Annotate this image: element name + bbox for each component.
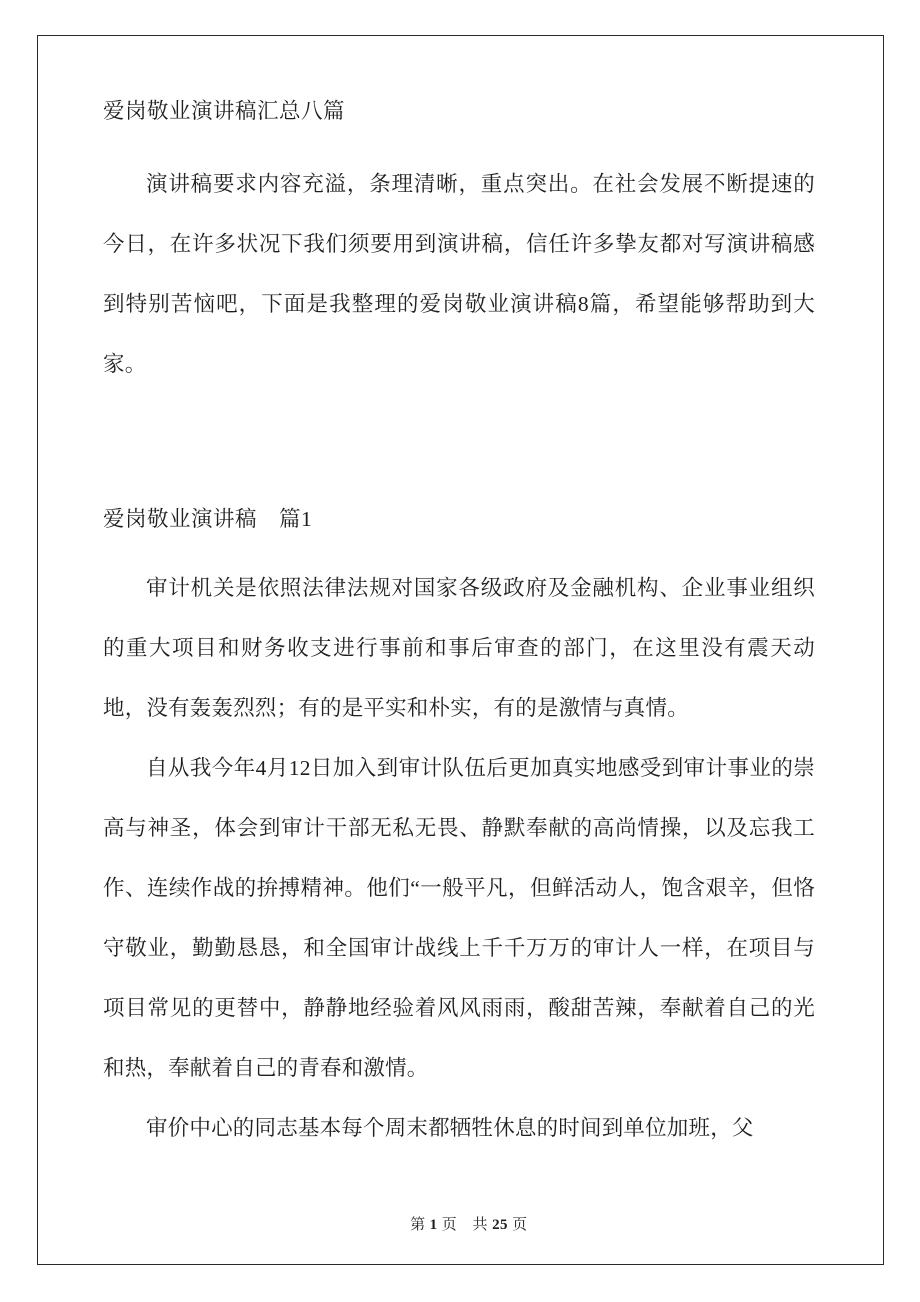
section-spacer	[103, 394, 815, 504]
footer-total-unit: 页	[512, 1217, 528, 1233]
page-title: 爱岗敬业演讲稿汇总八篇	[103, 99, 346, 123]
body-paragraph-3: 审价中心的同志基本每个周末都牺牲休息的时间到单位加班，父	[146, 1116, 754, 1140]
footer-page-unit: 页	[441, 1217, 458, 1233]
intro-paragraph: 演讲稿要求内容充溢，条理清晰，重点突出。在社会发展不断提速的今日，在许多状况下我们须要用到演讲稿，信任许多挚友都对写演讲稿感到特别苦恼吧，下面是我整理的爱岗敬业演讲稿8篇，希望能够帮助到大家。	[103, 172, 815, 376]
footer-total-pages: 25	[492, 1217, 508, 1233]
body-paragraph-1: 审计机关是依照法律法规对国家各级政府及金融机构、企业事业组织的重大项目和财务收支进行事前和事后审查的部门，在这里没有震天动地，没有轰轰烈烈；有的是平实和朴实，有的是激情与真情。	[103, 576, 815, 720]
body-paragraph-2: 自从我今年4月12日加入到审计队伍后更加真实地感受到审计事业的崇高与神圣，体会到审计干部无私无畏、静默奉献的高尚情操，以及忘我工作、连续作战的拚搏精神。他们“一般平凡，但鲜活动人，饱含艰辛，但恪守敬业，勤勤恳恳，和全国审计战线上千千万万的审计人一样，在项目与项目常见的更替中，静静地经验着风风雨雨，酸甜苦辣，奉献着自己的光和热，奉献着自己的青春和激情。	[103, 756, 815, 1080]
heading-spacer	[103, 534, 815, 558]
footer-current-prefix: 第	[410, 1217, 426, 1233]
section-heading: 爱岗敬业演讲稿 篇1	[103, 507, 313, 531]
footer-total-prefix: 共	[472, 1217, 488, 1233]
document-page	[37, 35, 884, 1265]
page-footer	[38, 1196, 883, 1251]
footer-current-page: 1	[429, 1217, 438, 1233]
page-content-area	[103, 96, 815, 1196]
